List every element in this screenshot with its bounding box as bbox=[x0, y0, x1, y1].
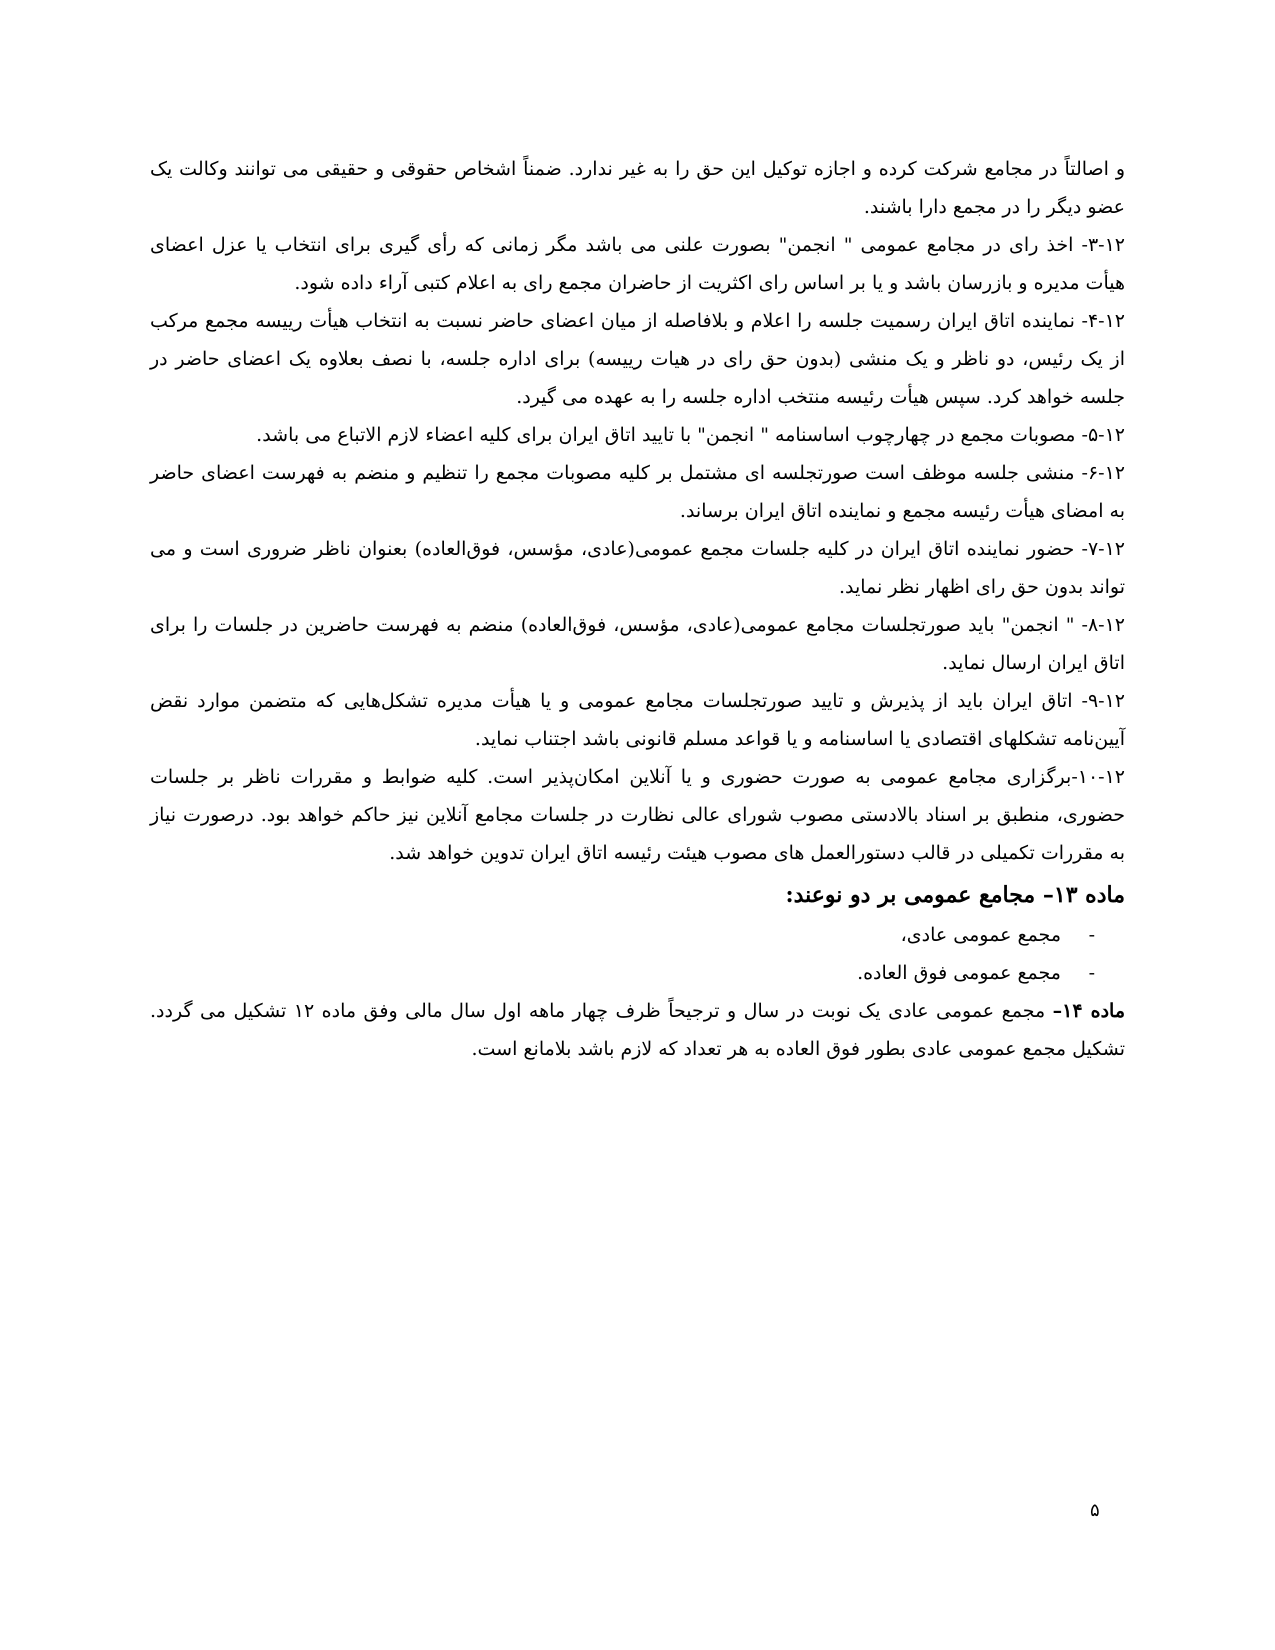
article-14-text: مجمع عمومی عادی یک نوبت در سال و ترجیحاً ظرف چهار ماهه اول سال مالی وفق ماده ۱۲ تشکیل می گردد. تشکیل مجمع عمومی عادی بطور فوق العاده به هر تعداد که لازم باشد بلامانع است. bbox=[150, 1000, 1125, 1060]
list-bullet: - bbox=[1088, 924, 1095, 946]
paragraph-12-10: ۱۰-۱۲-برگزاری مجامع عمومی به صورت حضوری و یا آنلاین امکان‌پذیر است. کلیه ضوابط و مقررات ناظر بر جلسات حضوری، منطبق بر اسناد بالادستی مصوب شورای عالی نظارت در جلسات مجامع آنلاین نیز حاکم خواهد بود. درصورت نیاز به مقررات تکمیلی در قالب دستورالعمل های مصوب هیئت رئیسه اتاق ایران تدوین خواهد شد. bbox=[150, 766, 1125, 864]
page-number: ۵ bbox=[1090, 1500, 1100, 1521]
paragraph-12-6: ۶-۱۲- منشی جلسه موظف است صورتجلسه ای مشتمل بر کلیه مصوبات مجمع را تنظیم و منضم به فهرست اعضای حاضر به امضای هیأت رئیسه مجمع و نماینده اتاق ایران برساند. bbox=[150, 462, 1125, 522]
list-bullet: - bbox=[1088, 962, 1095, 984]
paragraph-12-9: ۹-۱۲- اتاق ایران باید از پذیرش و تایید صورتجلسات مجامع عمومی و یا هیأت مدیره تشکل‌هایی که متضمن موارد نقض آیین‌نامه تشکلهای اقتصادی یا اساسنامه و یا قواعد مسلم قانونی باشد اجتناب نماید. bbox=[150, 690, 1125, 750]
paragraph-12-7: ۷-۱۲- حضور نماینده اتاق ایران در کلیه جلسات مجمع عمومی(عادی، مؤسس، فوق‌العاده) بعنوان ناظر ضروری است و می تواند بدون حق رای اظهار نظر نماید. bbox=[150, 538, 1125, 598]
paragraph-12-3: ۳-۱۲- اخذ رای در مجامع عمومی " انجمن" بصورت علنی می باشد مگر زمانی که رأی گیری برای انتخاب یا عزل اعضای هیأت مدیره و بازرسان باشد و یا بر اساس رای اکثریت از حاضران مجمع رای به اعلام کتبی آراء داده شود. bbox=[150, 234, 1125, 294]
article-14-label: ماده ۱۴– bbox=[1052, 1000, 1125, 1022]
document-page bbox=[150, 150, 1125, 1068]
paragraph-12-8: ۸-۱۲- " انجمن" باید صورتجلسات مجامع عمومی(عادی، مؤسس، فوق‌العاده) منضم به فهرست حاضرین در جلسات را برای اتاق ایران ارسال نماید. bbox=[150, 614, 1125, 674]
list-item-text: مجمع عمومی عادی، bbox=[900, 924, 1061, 946]
paragraph-12-4: ۴-۱۲- نماینده اتاق ایران رسمیت جلسه را اعلام و بلافاصله از میان اعضای حاضر نسبت به انتخاب هیأت رییسه مجمع مرکب از یک رئیس، دو ناظر و یک منشی (بدون حق رای در هیات رییسه) برای اداره جلسه، با نصف بعلاوه یک اعضای حاضر در جلسه خواهد کرد. سپس هیأت رئیسه منتخب اداره جلسه را به عهده می گیرد. bbox=[150, 310, 1125, 408]
assembly-types-list bbox=[150, 916, 1125, 992]
paragraph-12-5: ۵-۱۲- مصوبات مجمع در چهارچوب اساسنامه " انجمن" با تایید اتاق ایران برای کلیه اعضاء لازم الاتباع می باشد. bbox=[256, 424, 1125, 446]
article-14-paragraph bbox=[150, 992, 1125, 1068]
article-13-heading: ماده ۱۳– مجامع عمومی بر دو نوعند: bbox=[785, 882, 1125, 908]
list-item bbox=[150, 954, 1095, 992]
list-item-text: مجمع عمومی فوق العاده. bbox=[857, 962, 1061, 984]
list-item bbox=[150, 916, 1095, 954]
paragraph-vote-proxy: و اصالتاً در مجامع شرکت کرده و اجازه توکیل این حق را به غیر ندارد. ضمناً اشخاص حقوقی و حقیقی می توانند وکالت یک عضو دیگر را در مجمع دارا باشند. bbox=[150, 158, 1125, 218]
